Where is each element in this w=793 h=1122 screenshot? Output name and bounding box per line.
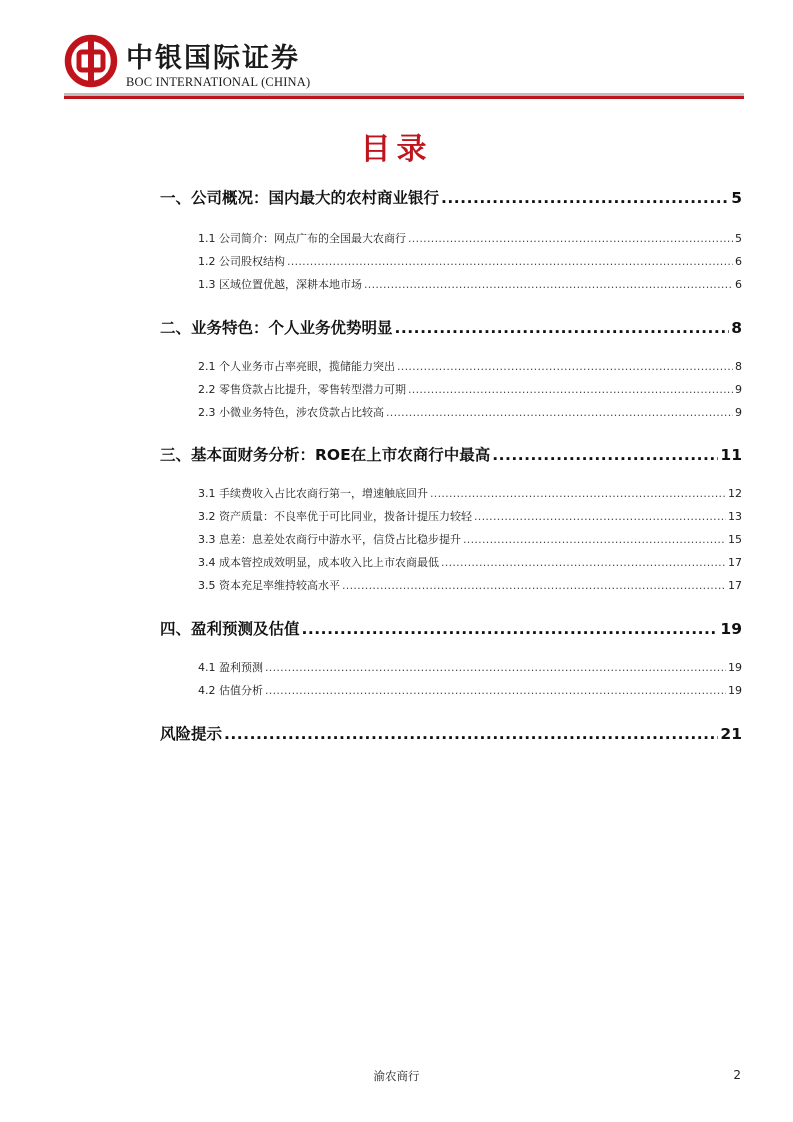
toc-subsection-label: 3.1 手续费收入占比农商行第一，增速触底回升 bbox=[198, 487, 428, 500]
footer-company: 渝农商行 bbox=[373, 1069, 420, 1083]
toc-subsection[interactable] bbox=[160, 659, 742, 675]
toc-subsection-label: 1.1 公司简介：网点广布的全国最大农商行 bbox=[198, 232, 406, 245]
toc-subsection-label: 3.4 成本管控成效明显，成本收入比上市农商最低 bbox=[198, 556, 439, 569]
toc-leader-dots bbox=[287, 255, 733, 268]
toc-subsection[interactable] bbox=[160, 554, 742, 570]
toc-leader-dots bbox=[441, 556, 726, 569]
toc-subsection-label: 2.3 小微业务特色，涉农贷款占比较高 bbox=[198, 406, 384, 419]
toc-subsection[interactable] bbox=[160, 381, 742, 397]
toc-subsection-page: 9 bbox=[735, 406, 742, 419]
toc-section-page: 11 bbox=[720, 446, 742, 464]
brand-name-cn: 中银国际证券 bbox=[126, 43, 300, 74]
table-of-contents bbox=[160, 186, 742, 746]
toc-leader-dots bbox=[386, 406, 733, 419]
toc-subsection-page: 17 bbox=[728, 556, 742, 569]
toc-leader-dots bbox=[224, 725, 718, 743]
toc-leader-dots bbox=[430, 487, 726, 500]
toc-subsection-label: 2.1 个人业务市占率亮眼，揽储能力突出 bbox=[198, 360, 395, 373]
toc-subsection[interactable] bbox=[160, 358, 742, 374]
header-divider-red bbox=[64, 96, 744, 99]
toc-subsection-page: 15 bbox=[728, 533, 742, 546]
toc-subsection-label: 3.3 息差：息差处农商行中游水平，信贷占比稳步提升 bbox=[198, 533, 461, 546]
toc-subsection[interactable] bbox=[160, 577, 742, 593]
toc-section[interactable] bbox=[160, 443, 742, 467]
toc-leader-dots bbox=[408, 383, 733, 396]
toc-leader-dots bbox=[302, 620, 719, 638]
toc-subsection-label: 4.1 盈利预测 bbox=[198, 661, 263, 674]
toc-section-label: 风险提示 bbox=[160, 725, 223, 743]
toc-subsection[interactable] bbox=[160, 682, 742, 698]
toc-section-page: 5 bbox=[731, 189, 742, 207]
toc-subsection-label: 1.2 公司股权结构 bbox=[198, 255, 285, 268]
toc-section-label: 三、基本面财务分析：ROE在上市农商行中最高 bbox=[160, 446, 491, 464]
toc-leader-dots bbox=[265, 684, 726, 697]
toc-subsection-label: 3.2 资产质量：不良率优于可比同业，拨备计提压力较轻 bbox=[198, 510, 472, 523]
toc-subsection-label: 2.2 零售贷款占比提升，零售转型潜力可期 bbox=[198, 383, 406, 396]
page-header bbox=[64, 30, 744, 100]
toc-leader-dots bbox=[474, 510, 726, 523]
toc-subsection[interactable] bbox=[160, 253, 742, 269]
toc-section-label: 二、业务特色：个人业务优势明显 bbox=[160, 319, 393, 337]
toc-section-label: 四、盈利预测及估值 bbox=[160, 620, 300, 638]
toc-section[interactable] bbox=[160, 316, 742, 340]
toc-leader-dots bbox=[492, 446, 718, 464]
toc-section[interactable] bbox=[160, 617, 742, 641]
toc-subsection-page: 19 bbox=[728, 684, 742, 697]
toc-subsection[interactable] bbox=[160, 276, 742, 292]
brand-name-en: BOC INTERNATIONAL (CHINA) bbox=[126, 75, 311, 89]
toc-section[interactable] bbox=[160, 722, 742, 746]
page-title: 目录 bbox=[360, 132, 433, 167]
toc-leader-dots bbox=[395, 319, 730, 337]
toc-leader-dots bbox=[441, 189, 729, 207]
toc-subsection-page: 5 bbox=[735, 232, 742, 245]
toc-section-label: 一、公司概况：国内最大的农村商业银行 bbox=[160, 189, 440, 207]
toc-section-page: 8 bbox=[731, 319, 742, 337]
toc-subsection-label: 3.5 资本充足率维持较高水平 bbox=[198, 579, 340, 592]
toc-leader-dots bbox=[397, 360, 733, 373]
toc-leader-dots bbox=[408, 232, 733, 245]
toc-subsection-label: 4.2 估值分析 bbox=[198, 684, 263, 697]
bank-of-china-logo-icon bbox=[64, 34, 118, 88]
toc-subsection-label: 1.3 区域位置优越，深耕本地市场 bbox=[198, 278, 362, 291]
toc-leader-dots bbox=[265, 661, 726, 674]
toc-leader-dots bbox=[364, 278, 733, 291]
toc-subsection-page: 17 bbox=[728, 579, 742, 592]
toc-section[interactable] bbox=[160, 186, 742, 210]
toc-subsection[interactable] bbox=[160, 508, 742, 524]
toc-subsection-page: 13 bbox=[728, 510, 742, 523]
toc-subsection-page: 6 bbox=[735, 255, 742, 268]
toc-section-page: 21 bbox=[720, 725, 742, 743]
toc-subsection[interactable] bbox=[160, 230, 742, 246]
toc-subsection-page: 19 bbox=[728, 661, 742, 674]
toc-leader-dots bbox=[342, 579, 726, 592]
toc-subsection-page: 9 bbox=[735, 383, 742, 396]
toc-subsection-page: 6 bbox=[735, 278, 742, 291]
toc-subsection-page: 8 bbox=[735, 360, 742, 373]
toc-subsection[interactable] bbox=[160, 404, 742, 420]
toc-leader-dots bbox=[463, 533, 726, 546]
toc-subsection-page: 12 bbox=[728, 487, 742, 500]
footer-page-number: 2 bbox=[733, 1068, 741, 1082]
toc-section-page: 19 bbox=[720, 620, 742, 638]
toc-subsection[interactable] bbox=[160, 485, 742, 501]
toc-subsection[interactable] bbox=[160, 531, 742, 547]
